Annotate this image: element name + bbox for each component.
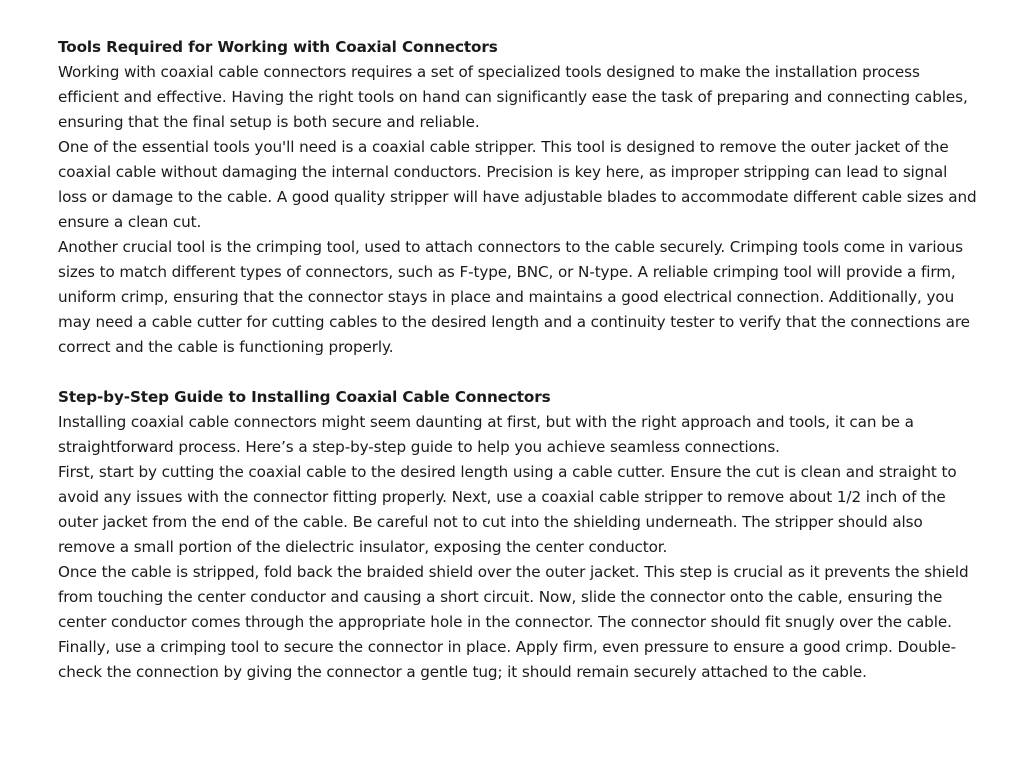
section-step-by-step-guide	[58, 385, 978, 685]
document-body	[58, 35, 978, 685]
paragraph: One of the essential tools you'll need is a coaxial cable stripper. This tool is designed to remove the outer jacket of the coaxial cable without damaging the internal conductors. Precision is key here, as improper stripping can lead to signal loss or damage to the cable. A good quality stripper will have adjustable blades to accommodate different cable sizes and ensure a clean cut.	[58, 138, 977, 231]
paragraph: Installing coaxial cable connectors might seem daunting at first, but with the right approach and tools, it can be a straightforward process. Here’s a step-by-step guide to help you achieve seamless connections.	[58, 413, 914, 456]
section-heading: Tools Required for Working with Coaxial Connectors	[58, 38, 498, 56]
section-tools-required	[58, 35, 978, 360]
section-heading: Step-by-Step Guide to Installing Coaxial Cable Connectors	[58, 388, 551, 406]
paragraph: Once the cable is stripped, fold back the braided shield over the outer jacket. This step is crucial as it prevents the shield from touching the center conductor and causing a short circuit. Now, slide the connector onto the cable, ensuring the center conductor comes through the appropriate hole in the connector. The connector should fit snugly over the cable. Finally, use a crimping tool to secure the connector in place. Apply firm, even pressure to ensure a good crimp. Double-check the connection by giving the connector a gentle tug; it should remain securely attached to the cable.	[58, 563, 969, 681]
paragraph: Working with coaxial cable connectors requires a set of specialized tools designed to make the installation process efficient and effective. Having the right tools on hand can significantly ease the task of preparing and connecting cables, ensuring that the final setup is both secure and reliable.	[58, 63, 968, 131]
paragraph: Another crucial tool is the crimping tool, used to attach connectors to the cable securely. Crimping tools come in various sizes to match different types of connectors, such as F-type, BNC, or N-type. A reliable crimping tool will provide a firm, uniform crimp, ensuring that the connector stays in place and maintains a good electrical connection. Additionally, you may need a cable cutter for cutting cables to the desired length and a continuity tester to verify that the connections are correct and the cable is functioning properly.	[58, 238, 970, 356]
paragraph: First, start by cutting the coaxial cable to the desired length using a cable cutter. Ensure the cut is clean and straight to avoid any issues with the connector fitting properly. Next, use a coaxial cable stripper to remove about 1/2 inch of the outer jacket from the end of the cable. Be careful not to cut into the shielding underneath. The stripper should also remove a small portion of the dielectric insulator, exposing the center conductor.	[58, 463, 957, 556]
